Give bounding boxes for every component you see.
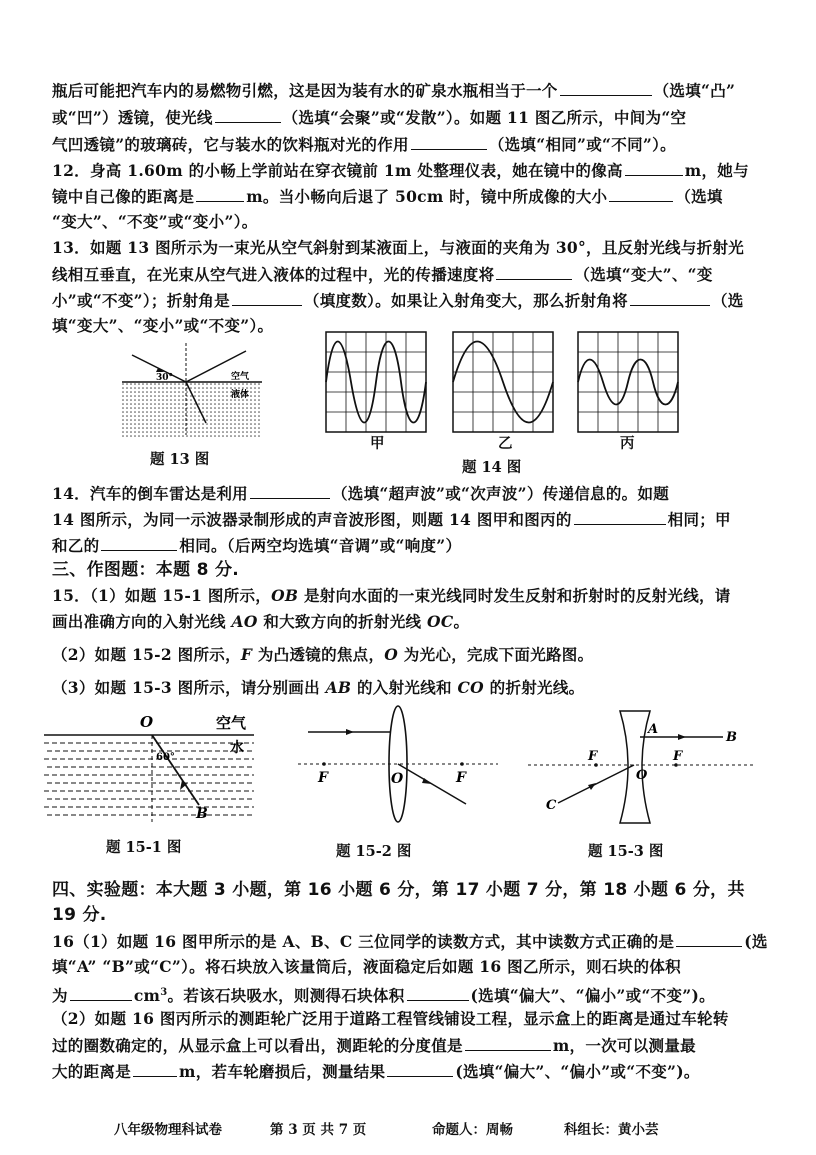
- text: 13．如题 13 图所示为一束光从空气斜射到某液面上，与液面的夹角为 30°，且反射光线与折射光: [52, 238, 745, 257]
- text: 过的圈数确定的，从显示盒上可以看出，测距轮的分度值是: [52, 1036, 463, 1055]
- footer-course: 八年级物理科试卷: [114, 1122, 222, 1138]
- text-line: [52, 509, 768, 530]
- label-F-right: F: [673, 749, 683, 764]
- text: 大的距离是: [52, 1062, 132, 1081]
- text: 12．身高 1.60m 的小畅上学前站在穿衣镜前 1m 处整理仪表，她在镜中的像高: [52, 161, 623, 180]
- text: 的折射光线。: [483, 678, 585, 697]
- answer-blank[interactable]: [215, 107, 281, 123]
- ray-CO: [558, 765, 634, 803]
- text-line: [52, 612, 768, 632]
- text: 是射向水面的一束光线同时发生反射和折射时的反射光线，请: [298, 586, 731, 605]
- text-line: [52, 186, 768, 207]
- answer-blank[interactable]: [560, 80, 652, 96]
- figure-15-2: [298, 700, 498, 840]
- text: （3）如题 15-3 图所示，请分别画出: [52, 678, 326, 697]
- text: （选填“超声波”或“次声波”）传递信息的。如题: [331, 484, 670, 503]
- text: m，一次可以测量最: [552, 1036, 696, 1055]
- water-label: 水: [230, 740, 244, 756]
- focus-point: [460, 762, 464, 766]
- label-F-right: F: [456, 770, 466, 786]
- text: 小”或“不变”）；折射角是: [52, 291, 230, 310]
- text: 16（1）如题 16 图甲所示的是 A、B、C 三位同学的读数方式，其中读数方式正确的是: [52, 932, 675, 951]
- text: 相同。（后两空均选填“音调”或“响度”）: [179, 536, 462, 555]
- text: O: [384, 645, 399, 664]
- figure-15-1-caption: 题 15-1 图: [106, 839, 182, 856]
- text: F: [240, 645, 253, 664]
- waveform-bing: [578, 332, 678, 432]
- label-O: O: [636, 768, 648, 783]
- concave-lens: [620, 711, 650, 823]
- text: 为: [52, 986, 68, 1006]
- figure-14-caption: 题 14 图: [462, 459, 522, 476]
- figure-14: [324, 330, 754, 440]
- text: 。若该石块吸水，则测得石块体积: [167, 986, 405, 1006]
- text-line: [52, 1009, 768, 1029]
- figure-13: [118, 335, 268, 440]
- answer-blank[interactable]: [574, 509, 666, 525]
- section-heading: 四、实验题：本大题 3 小题，第 16 小题 6 分，第 17 小题 7 分，第 18 小题 6 分，共: [52, 880, 745, 900]
- text: （选填: [675, 187, 723, 206]
- text: 为光心，完成下面光路图。: [398, 645, 594, 664]
- section-heading: 三、作图题：本题 8 分.: [52, 560, 240, 580]
- text: （选填“相同”或“不同”）。: [488, 135, 676, 154]
- text-line: [52, 160, 768, 181]
- arrow-icon: [346, 729, 354, 735]
- text: “变大”、“不变”或“变小”）。: [52, 212, 258, 231]
- answer-blank[interactable]: [625, 160, 683, 176]
- text: 和大致方向的折射光线: [257, 612, 428, 631]
- text: 填“变大”、“变小”或“不变”）。: [52, 316, 274, 335]
- answer-blank[interactable]: [496, 264, 572, 280]
- text: OB: [271, 586, 299, 605]
- arrow-icon: [678, 734, 686, 740]
- figure-13-caption: 题 13 图: [150, 451, 210, 468]
- air-label: 空气: [231, 372, 250, 382]
- figure-15-1: [44, 710, 264, 830]
- text: 3: [160, 987, 168, 998]
- angle-label: 30°: [156, 373, 174, 383]
- label-F-left: F: [588, 749, 598, 764]
- figure-15-2-caption: 题 15-2 图: [336, 843, 412, 860]
- label-O: O: [391, 771, 404, 787]
- text-line: [52, 535, 768, 556]
- text-line: [52, 586, 768, 606]
- text: 或“凹”）透镜，使光线: [52, 108, 213, 127]
- text-line: [52, 80, 768, 101]
- answer-blank[interactable]: [70, 985, 132, 1001]
- waveform-label-jia: 甲: [370, 435, 385, 452]
- text: 为凸透镜的焦点，: [252, 645, 385, 664]
- text: 的入射光线和: [351, 678, 458, 697]
- text: 画出准确方向的入射光线: [52, 612, 232, 631]
- text: m，若车轮磨损后，测量结果: [179, 1062, 386, 1081]
- text: 气凹透镜”的玻璃砖，它与装水的饮料瓶对光的作用: [52, 135, 409, 154]
- text-line: [52, 983, 768, 1006]
- focus-point: [322, 762, 326, 766]
- answer-blank[interactable]: [609, 186, 673, 202]
- text-line: [52, 107, 768, 128]
- text: AB: [325, 678, 352, 697]
- waveform-label-yi: 乙: [498, 435, 513, 452]
- figure-15-3: [528, 705, 758, 835]
- text-line: [52, 264, 768, 285]
- footer-author: 命题人：周畅: [432, 1122, 513, 1138]
- waveform-jia: [326, 332, 426, 432]
- text: （选填“会聚”或“发散”）。如题 11 图乙所示，中间为“空: [282, 108, 687, 127]
- text-line: [52, 957, 768, 977]
- answer-blank[interactable]: [407, 985, 469, 1001]
- label-A: A: [648, 722, 659, 737]
- text: (选: [744, 932, 768, 951]
- footer-page-number: 第 3 页 共 7 页: [270, 1122, 367, 1138]
- waveform-yi: [453, 332, 553, 432]
- text: 线相互垂直，在光束从空气进入液体的过程中，光的传播速度将: [52, 265, 495, 284]
- text: （填度数）。如果让入射角变大，那么折射角将: [303, 291, 628, 310]
- text-line: [52, 238, 768, 258]
- text-line: [52, 1061, 768, 1082]
- text-line: [52, 678, 768, 698]
- answer-blank[interactable]: [387, 1061, 453, 1077]
- text: (选填“偏大”、“偏小”或“不变”)。: [470, 986, 715, 1006]
- text: （选填“变大”、“变: [574, 265, 713, 284]
- text: 镜中自己像的距离是: [52, 187, 195, 206]
- text: m。当小畅向后退了 50cm 时，镜中所成像的大小: [246, 187, 608, 206]
- answer-blank[interactable]: [101, 535, 177, 551]
- label-F-left: F: [318, 770, 328, 786]
- label-O: O: [140, 713, 154, 731]
- text: OC: [427, 612, 454, 631]
- answer-blank[interactable]: [676, 931, 742, 947]
- text: 。: [453, 612, 470, 631]
- text-line: [52, 1035, 768, 1056]
- text: cm: [133, 986, 161, 1006]
- text-line: [52, 645, 768, 665]
- text: 填“A” “B”或“C”）。将石块放入该量筒后，液面稳定后如题 16 图乙所示，则石块的体积: [52, 957, 681, 976]
- text-line: [52, 212, 768, 232]
- text: 15．（1）如题 15-1 图所示，: [52, 586, 272, 605]
- answer-blank[interactable]: [232, 290, 302, 306]
- text: 和乙的: [52, 536, 100, 555]
- answer-blank[interactable]: [411, 134, 487, 150]
- waveform-label-bing: 丙: [620, 435, 635, 452]
- answer-blank[interactable]: [133, 1061, 177, 1077]
- answer-blank[interactable]: [250, 483, 330, 499]
- text: （2）如题 15-2 图所示，: [52, 645, 241, 664]
- footer-leader: 科组长：黄小芸: [564, 1122, 659, 1138]
- liquid-label: 液体: [231, 390, 250, 400]
- ray-OB: [152, 735, 199, 805]
- text: 14 图所示，为同一示波器录制形成的声音波形图，则题 14 图甲和图丙的: [52, 510, 572, 529]
- text: CO: [457, 678, 484, 697]
- answer-blank[interactable]: [196, 186, 244, 202]
- text: (选填“偏大”、“偏小”或“不变”)。: [455, 1062, 700, 1081]
- answer-blank[interactable]: [465, 1035, 551, 1051]
- figure-15-3-caption: 题 15-3 图: [588, 843, 664, 860]
- text-line: [52, 134, 768, 155]
- text: 相同；甲: [667, 510, 731, 529]
- text: 瓶后可能把汽车内的易燃物引燃，这是因为装有水的矿泉水瓶相当于一个: [52, 81, 558, 100]
- label-B: B: [726, 730, 737, 745]
- arrow-icon: [588, 783, 596, 790]
- text: m，她与: [684, 161, 749, 180]
- answer-blank[interactable]: [630, 290, 710, 306]
- label-C: C: [546, 798, 557, 813]
- text: （选: [711, 291, 744, 310]
- section-heading: 19 分.: [52, 905, 107, 925]
- angle-label: 60°: [156, 752, 175, 763]
- label-B: B: [196, 806, 208, 822]
- text: 14．汽车的倒车雷达是利用: [52, 484, 248, 503]
- text: （2）如题 16 图丙所示的测距轮广泛用于道路工程管线铺设工程，显示盒上的距离是通过车轮转: [52, 1009, 729, 1028]
- text: （选填“凸”: [653, 81, 736, 100]
- air-label: 空气: [216, 714, 247, 732]
- text: AO: [231, 612, 258, 631]
- text-line: [52, 290, 768, 311]
- text-line: [52, 931, 768, 952]
- water-hatching: [44, 743, 254, 815]
- text-line: [52, 483, 768, 504]
